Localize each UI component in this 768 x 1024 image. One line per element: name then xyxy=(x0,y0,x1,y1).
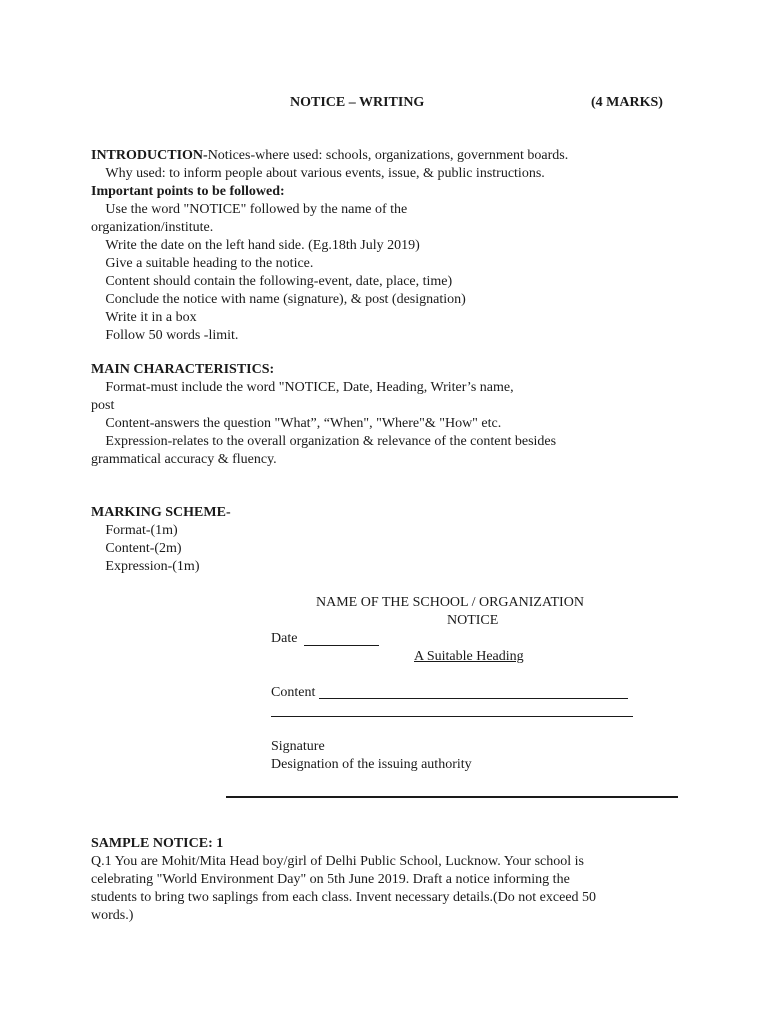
point-item: Content should contain the following-event, date, place, time) xyxy=(91,274,438,289)
characteristic-item: post xyxy=(91,398,115,413)
marking-item: Content-(2m) xyxy=(91,541,168,556)
point-item: organization/institute. xyxy=(91,220,214,235)
point-item: Give a suitable heading to the notice. xyxy=(91,256,299,271)
date-label: Date xyxy=(271,631,298,646)
point-item: Conclude the notice with name (signature), & post (designation) xyxy=(91,292,452,307)
date-blank-line xyxy=(304,645,379,646)
point-item: Use the word "NOTICE" followed by the name of the xyxy=(91,202,393,217)
characteristic-item: Format-must include the word "NOTICE, Date, Heading, Writer’s name, xyxy=(91,380,500,395)
signature-label: Signature xyxy=(271,739,325,754)
content-blank-line-2 xyxy=(271,716,633,717)
characteristic-item: Expression-relates to the overall organization & relevance of the content besides xyxy=(91,434,542,449)
designation-label: Designation of the issuing authority xyxy=(271,757,472,772)
why-used-line: Why used: to inform people about various events, issue, & public instructions. xyxy=(91,166,531,181)
marking-scheme-section xyxy=(91,504,231,576)
section-divider xyxy=(226,796,678,798)
important-points-heading: Important points to be followed: xyxy=(91,184,285,199)
sample-notice-section xyxy=(91,835,596,925)
point-item: Follow 50 words -limit. xyxy=(91,328,225,343)
intro-line xyxy=(91,147,568,165)
sample-question-line: students to bring two saplings from each class. Invent necessary details.(Do not exceed 50 xyxy=(91,890,597,905)
characteristic-item: grammatical accuracy & fluency. xyxy=(91,452,277,467)
content-blank-line xyxy=(319,698,628,699)
marking-item: Expression-(1m) xyxy=(91,559,186,574)
suitable-heading: A Suitable Heading xyxy=(414,649,524,664)
content-label: Content xyxy=(271,685,316,700)
sample-notice-heading: SAMPLE NOTICE: 1 xyxy=(91,836,224,851)
marking-scheme-heading: MARKING SCHEME- xyxy=(91,505,231,520)
characteristic-item xyxy=(91,469,556,487)
intro-label: INTRODUCTION- xyxy=(91,148,208,163)
intro-text: Notices-where used: schools, organizations, government boards. xyxy=(207,148,569,163)
marks-label: (4 MARKS) xyxy=(591,95,663,110)
page-title: NOTICE – WRITING xyxy=(290,95,425,110)
org-name: NAME OF THE SCHOOL / ORGANIZATION xyxy=(316,595,584,610)
characteristics-heading: MAIN CHARACTERISTICS: xyxy=(91,362,275,377)
point-item: Write it in a box xyxy=(91,310,183,325)
notice-word: NOTICE xyxy=(447,613,499,628)
point-item: Write the date on the left hand side. (Eg.18th July 2019) xyxy=(91,238,406,253)
sample-question-line: Q.1 You are Mohit/Mita Head boy/girl of Delhi Public School, Lucknow. Your school is xyxy=(91,854,584,869)
introduction-section xyxy=(91,147,568,345)
sample-question-line: words.) xyxy=(91,908,134,923)
marking-item: Format-(1m) xyxy=(91,523,164,538)
sample-question-line: celebrating "World Environment Day" on 5th June 2019. Draft a notice informing the xyxy=(91,872,570,887)
characteristic-item: Content-answers the question "What”, “When", "Where"& "How" etc. xyxy=(91,416,487,431)
characteristics-section xyxy=(91,361,556,487)
